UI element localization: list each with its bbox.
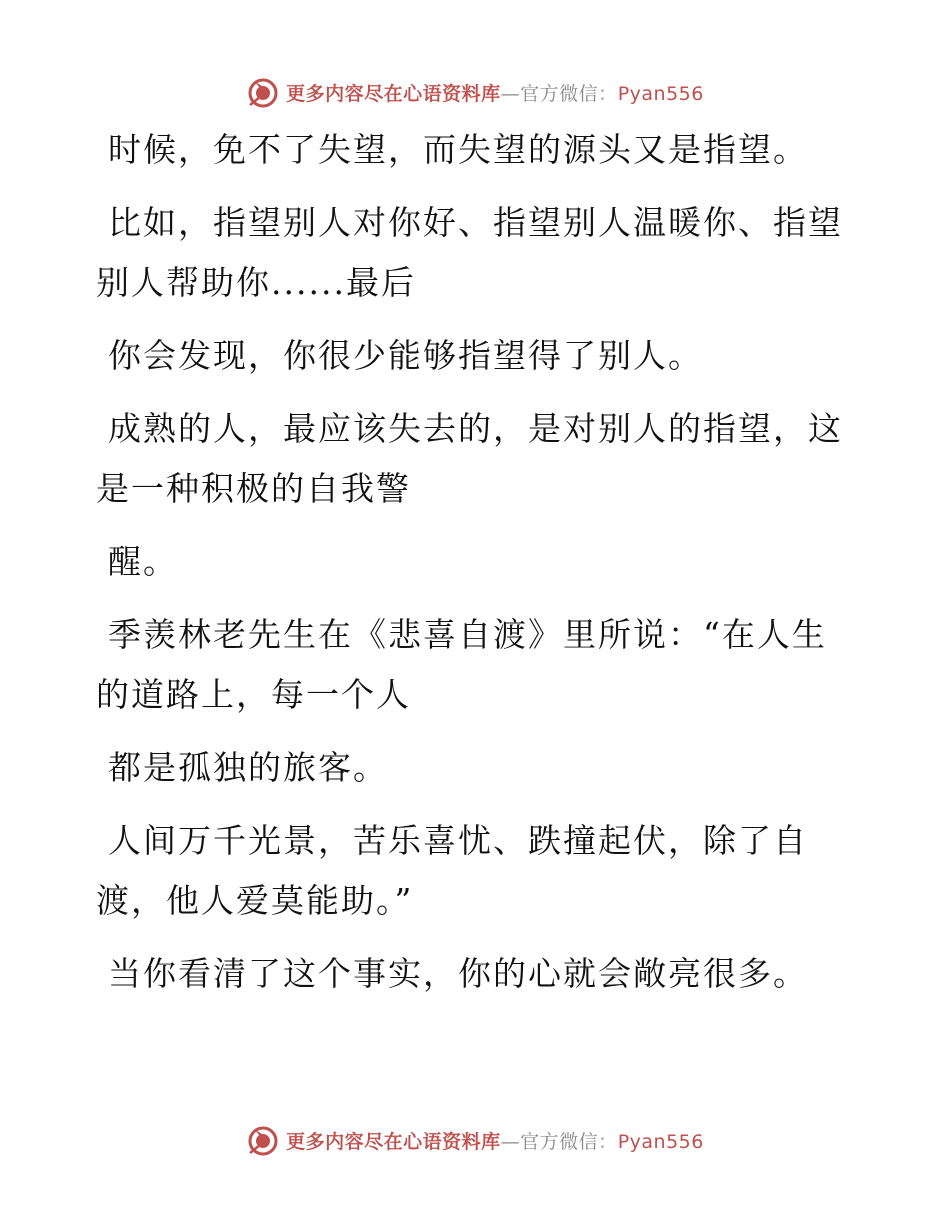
paragraph-4-line-2: 是一种积极的自我警	[96, 469, 411, 508]
watermark-id: Pyan556	[617, 82, 704, 105]
paragraph-9-line-1: 当你看清了这个事实，你的心就会敞亮很多。	[108, 954, 808, 993]
watermark-separator: —	[500, 1130, 521, 1153]
watermark-channel: 官方微信：	[520, 1130, 618, 1153]
paragraph-6-line-1: 季羡林老先生在《悲喜自渡》里所说：“在人生	[108, 615, 827, 654]
watermark-brand: 更多内容尽在心语资料库	[286, 82, 501, 105]
pen-nib-logo-icon	[246, 1123, 280, 1157]
paragraph-5-line-1: 醒。	[108, 542, 178, 581]
paragraph-2-line-2: 别人帮助你......最后	[96, 263, 416, 302]
pen-nib-logo-icon	[246, 75, 280, 109]
watermark-id: Pyan556	[617, 1130, 704, 1153]
paragraph-7-line-1: 都是孤独的旅客。	[108, 748, 388, 787]
paragraph-2-line-1: 比如，指望别人对你好、指望别人温暖你、指望	[108, 203, 843, 242]
document-body	[96, 120, 843, 1004]
paragraph-6-line-2: 的道路上，每一个人	[96, 675, 411, 714]
watermark-brand: 更多内容尽在心语资料库	[286, 1130, 501, 1153]
watermark-channel: 官方微信：	[520, 82, 618, 105]
watermark-text	[286, 1127, 704, 1154]
paragraph-4-line-1: 成熟的人，最应该失去的，是对别人的指望，这	[108, 409, 843, 448]
watermark-text	[286, 79, 704, 106]
footer-watermark	[0, 1120, 950, 1160]
header-watermark	[0, 72, 950, 112]
paragraph-3-line-1: 你会发现，你很少能够指望得了别人。	[108, 336, 703, 375]
paragraph-8-line-1: 人间万千光景，苦乐喜忧、跌撞起伏，除了自	[108, 821, 808, 860]
paragraph-8-line-2: 渡，他人爱莫能助。”	[96, 881, 414, 920]
watermark-separator: —	[500, 82, 521, 105]
paragraph-1-line-1: 时候，免不了失望，而失望的源头又是指望。	[108, 130, 808, 169]
